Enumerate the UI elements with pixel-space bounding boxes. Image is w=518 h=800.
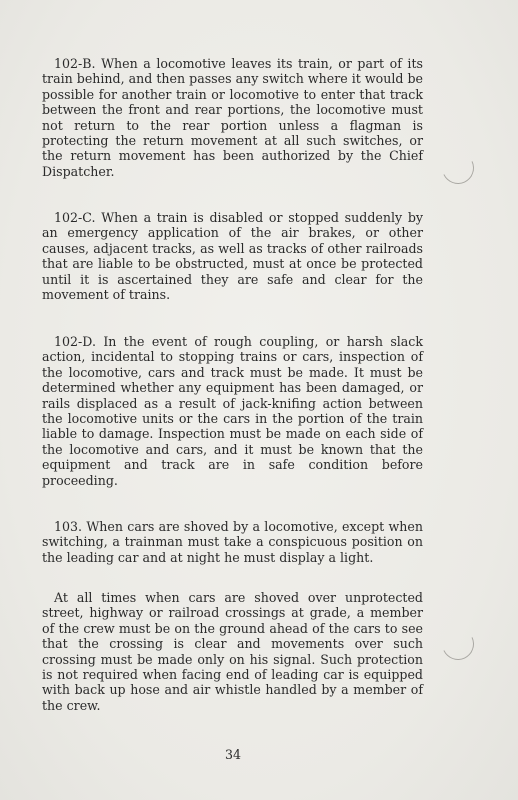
punch-hole-top	[437, 147, 478, 188]
rule-103-crossing-paragraph: At all times when cars are shoved over unprotected street, highway or railroad crossings at grade, a member of the crew must be on the ground ahead of the cars to see that the crossing is clear and movements over such crossing must be made only on his signal. Such protection is not required when facing end of leading car is equipped with back up hose and air whistle handled by a member of the crew.	[42, 590, 423, 713]
page-number: 34	[224, 747, 242, 762]
rule-102d-paragraph: 102-D. In the event of rough coupling, or harsh slack action, incidental to stopping trains or cars, inspection of the locomotive, cars and track must be made. It must be determined whether any equipment has been damaged, or rails displaced as a result of jack-knifing action between the locomotive units or the cars in the portion of the train liable to damage. Inspection must be made on each side of the locomotive and cars, and it must be known that the equipment and track are in safe condition before proceeding.	[42, 334, 423, 488]
rule-102c-paragraph: 102-C. When a train is disabled or stopped suddenly by an emergency application of the air brakes, or other causes, adjacent tracks, as well as tracks of other railroads that are liable to be obstructed, must at once be protected until it is ascertained they are safe and clear for the movement of trains.	[42, 210, 423, 303]
rule-102b-paragraph: 102-B. When a locomotive leaves its train, or part of its train behind, and then passes any switch where it would be possible for another train or locomotive to enter that track between the front and rear portions, the locomotive must not return to the rear portion unless a flagman is protecting the return movement at all such switches, or the return movement has been authorized by the Chief Dispatcher.	[42, 56, 423, 179]
punch-hole-bottom	[437, 623, 478, 664]
rule-103-paragraph: 103. When cars are shoved by a locomotive, except when switching, a trainman must take a conspicuous position on the leading car and at night he must display a light.	[42, 519, 423, 565]
